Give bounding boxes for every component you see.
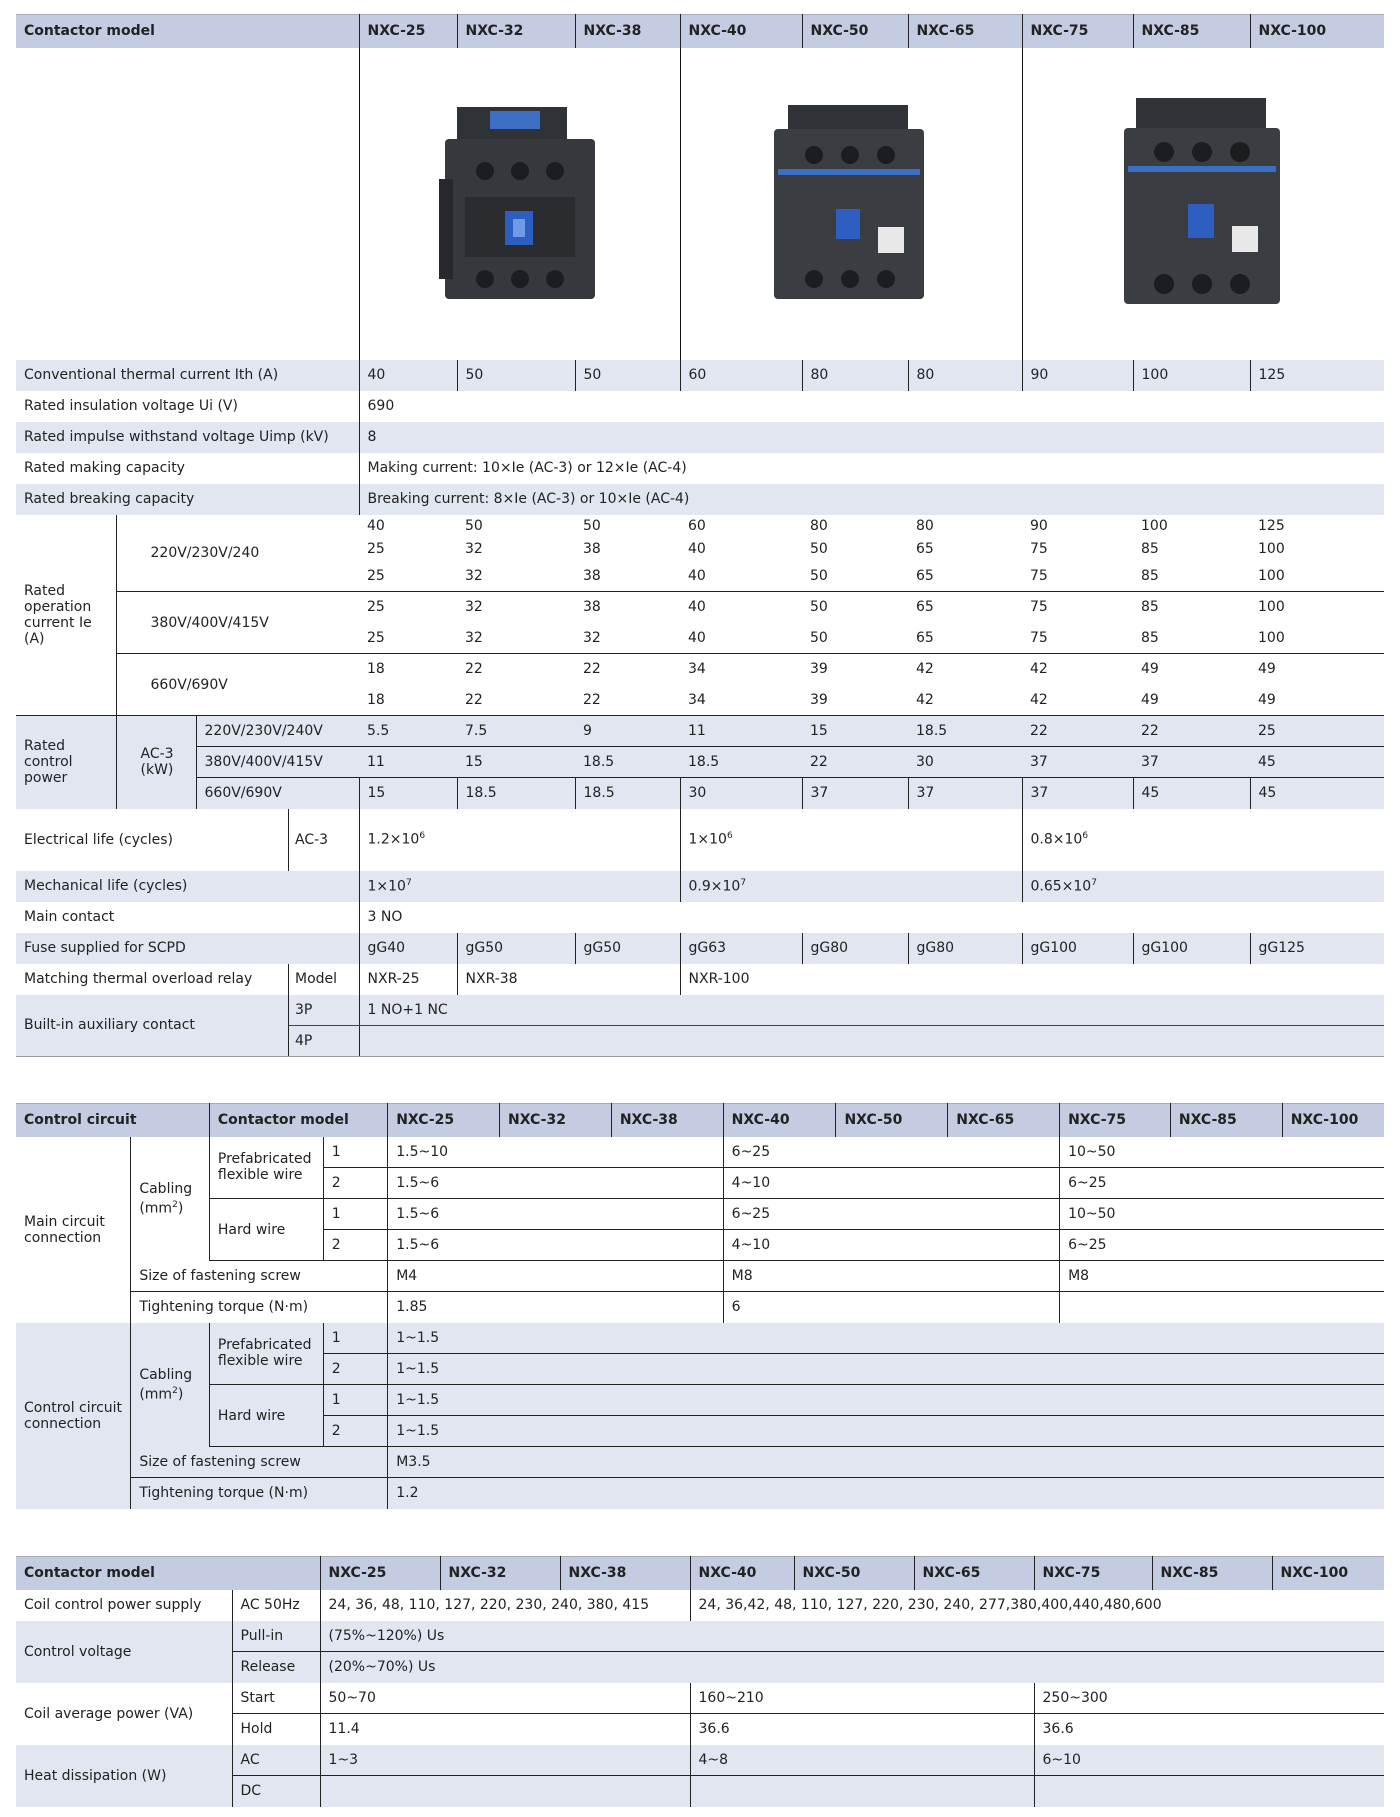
cell: gG80 xyxy=(908,933,1022,964)
cell: 85 xyxy=(1141,541,1159,557)
cell: 38 xyxy=(575,561,680,592)
model-header: NXC-100 xyxy=(1250,15,1384,48)
cell: 6~25 xyxy=(723,1199,1059,1230)
cell: 24, 36, 48, 110, 127, 220, 230, 240, 380, 415 xyxy=(320,1590,690,1621)
row-label: Control voltage xyxy=(24,1643,132,1660)
cell: 75 xyxy=(1022,623,1133,654)
ctrl-prefab-1-row xyxy=(16,1323,1384,1354)
ctrl-hard-1-row xyxy=(16,1385,1384,1416)
image-row xyxy=(16,48,1384,360)
voltage-label: 220V/230V/240 xyxy=(116,515,359,592)
row-label: Tightening torque (N·m) xyxy=(131,1292,388,1323)
cell: 100 xyxy=(1250,623,1384,654)
cell: 22 xyxy=(465,661,483,678)
num: 2 xyxy=(323,1230,387,1261)
cell: 45 xyxy=(1133,778,1250,809)
cell: 38 xyxy=(583,541,601,557)
cell: M4 xyxy=(388,1261,723,1292)
header-row xyxy=(16,1557,1384,1590)
cell: 36.6 xyxy=(1034,1714,1384,1745)
sub-label: AC 50Hz xyxy=(232,1590,320,1621)
r220-ac1-row xyxy=(16,515,1384,538)
cell: 690 xyxy=(359,391,1384,422)
cell: 42 xyxy=(916,661,934,678)
cell: 22 xyxy=(1022,716,1133,747)
cell: 90 xyxy=(1030,518,1048,534)
cell: 6~25 xyxy=(1060,1168,1384,1199)
cell: 100 xyxy=(1141,518,1168,534)
elec-ac-label: AC-3 xyxy=(288,809,328,871)
row-label: Main contact xyxy=(24,909,115,925)
cell xyxy=(1034,1776,1384,1807)
cell xyxy=(320,1776,690,1807)
cell: 49 xyxy=(1258,661,1276,678)
cell: 25 xyxy=(359,561,457,592)
num: 2 xyxy=(323,1354,387,1385)
row-label: Rated impulse withstand voltage Uimp (kV) xyxy=(24,429,329,445)
contactor-product-icon xyxy=(766,99,936,309)
cell: 7.5 xyxy=(457,716,575,747)
main-contact-row xyxy=(16,902,1384,933)
control-circuit-header: Control circuit xyxy=(16,1104,209,1137)
cell: 1.2 xyxy=(388,1478,1384,1509)
model-header: NXC-25 xyxy=(320,1557,440,1590)
cell: 1.85 xyxy=(388,1292,723,1323)
cell: 100 xyxy=(1258,599,1285,616)
cell: 250~300 xyxy=(1034,1683,1384,1714)
model-header: NXC-25 xyxy=(388,1104,500,1137)
main-screw-row xyxy=(16,1261,1384,1292)
breaking-row xyxy=(16,484,1384,515)
r660-ac3-row xyxy=(16,654,1384,685)
cell: 25 xyxy=(367,599,385,616)
cell: $0.9\times 10^7$ xyxy=(680,871,1022,902)
model-header: NXC-50 xyxy=(836,1104,948,1137)
model-header: NXC-85 xyxy=(1152,1557,1272,1590)
cell: 30 xyxy=(908,747,1022,778)
cell: 25 xyxy=(1250,716,1384,747)
cell: 85 xyxy=(1133,623,1250,654)
row-label: Size of fastening screw xyxy=(131,1447,388,1478)
model-header: NXC-100 xyxy=(1282,1104,1384,1137)
cell: gG50 xyxy=(457,933,575,964)
cell: 65 xyxy=(916,541,934,557)
cell: 80 xyxy=(916,518,934,534)
model-header: NXC-38 xyxy=(575,15,680,48)
cell: 60 xyxy=(688,518,706,534)
cell: $0.8\times 10^6$ xyxy=(1022,809,1384,871)
cell: M8 xyxy=(723,1261,1059,1292)
making-row xyxy=(16,453,1384,484)
impulse-row xyxy=(16,422,1384,453)
cell: 6~25 xyxy=(1060,1230,1384,1261)
cell: 50 xyxy=(810,599,828,616)
cell: 38 xyxy=(583,599,601,616)
row-label: Rated breaking capacity xyxy=(24,491,195,507)
cell: 25 xyxy=(359,623,457,654)
contactor-model-header: Contactor model xyxy=(16,15,359,48)
row-label: Mechanical life (cycles) xyxy=(24,878,188,894)
cell: gG125 xyxy=(1250,933,1384,964)
cell: gG100 xyxy=(1133,933,1250,964)
model-header: NXC-32 xyxy=(440,1557,560,1590)
cell: 42 xyxy=(908,685,1022,716)
model-header: NXC-65 xyxy=(908,15,1022,48)
voltage-label: 220V/230V/240V xyxy=(196,716,359,747)
row-label: Fuse supplied for SCPD xyxy=(24,940,186,956)
cell: 40 xyxy=(688,541,706,557)
main-hard-1-row xyxy=(16,1199,1384,1230)
cell: 37 xyxy=(1022,778,1133,809)
cell: Making current: 10×Ie (AC-3) or 12×Ie (AC-4) xyxy=(359,453,1384,484)
cell: $1.2\times 10^6$ xyxy=(359,809,680,871)
aux-4p-label: 4P xyxy=(288,1026,312,1057)
cell: 90 xyxy=(1022,360,1133,391)
cell: 18.5 xyxy=(575,747,680,778)
cell: 75 xyxy=(1030,541,1048,557)
contactor-image-medium xyxy=(680,48,1022,360)
cell: gG63 xyxy=(680,933,802,964)
row-label: Matching thermal overload relay Model xyxy=(16,964,359,995)
num: 2 xyxy=(323,1416,387,1447)
mechanical-life-row xyxy=(16,871,1384,902)
model-header: NXC-75 xyxy=(1022,15,1133,48)
cell: 32 xyxy=(465,541,483,557)
cell: 37 xyxy=(1022,747,1133,778)
cell: 6~25 xyxy=(723,1137,1059,1168)
prefab-label: Prefabricated flexible wire xyxy=(209,1323,323,1385)
cell: 85 xyxy=(1133,561,1250,592)
aux-3p-row xyxy=(16,995,1384,1026)
cell: 18.5 xyxy=(457,778,575,809)
prefab-label: Prefabricated flexible wire xyxy=(209,1137,323,1199)
cell: 1.5~10 xyxy=(388,1137,723,1168)
cell: 32 xyxy=(575,623,680,654)
cell: 39 xyxy=(810,661,828,678)
cell: 32 xyxy=(457,561,575,592)
cell: 49 xyxy=(1141,661,1159,678)
cell: 9 xyxy=(575,716,680,747)
contactor-product-icon xyxy=(435,99,605,309)
row-label: Rated control power xyxy=(24,738,73,787)
model-header: NXC-65 xyxy=(914,1557,1034,1590)
cell: 15 xyxy=(802,716,908,747)
cell: 50 xyxy=(583,518,601,534)
sub-label: DC xyxy=(232,1776,320,1807)
cell: 50 xyxy=(802,561,908,592)
cell: 50 xyxy=(465,518,483,534)
cell: 5.5 xyxy=(359,716,457,747)
ctrl-torque-row xyxy=(16,1478,1384,1509)
cell: 100 xyxy=(1258,541,1285,557)
cell: $0.65\times 10^7$ xyxy=(1022,871,1384,902)
num: 1 xyxy=(323,1137,387,1168)
rcp-sub-label: AC-3 (kW) xyxy=(116,716,196,809)
cell: 39 xyxy=(802,685,908,716)
cell: 4~8 xyxy=(690,1745,1034,1776)
row-label: Rated insulation voltage Ui (V) xyxy=(24,398,238,414)
cell: 40 xyxy=(688,599,706,616)
model-header: NXC-50 xyxy=(802,15,908,48)
electrical-life-row xyxy=(16,809,1384,871)
num: 1 xyxy=(323,1323,387,1354)
cell: 80 xyxy=(908,360,1022,391)
cell: gG80 xyxy=(802,933,908,964)
p380-row xyxy=(16,747,1384,778)
cell: 30 xyxy=(680,778,802,809)
cell: 6 xyxy=(723,1292,1059,1323)
cell: 100 xyxy=(1133,360,1250,391)
cell: 45 xyxy=(1250,778,1384,809)
cell: 4~10 xyxy=(723,1230,1059,1261)
model-header: NXC-40 xyxy=(723,1104,836,1137)
ctrl-screw-row xyxy=(16,1447,1384,1478)
cell: 18 xyxy=(367,661,385,678)
relay-row xyxy=(16,964,1384,995)
row-label: Built-in auxiliary contact 3P 4P xyxy=(16,995,359,1057)
cell: 8 xyxy=(359,422,1384,453)
cell: gG40 xyxy=(359,933,457,964)
cell xyxy=(359,1026,1384,1057)
cell: 75 xyxy=(1022,561,1133,592)
sub-label: Release xyxy=(232,1652,320,1683)
sub-label: Pull-in xyxy=(232,1621,320,1652)
sub-label: Hold xyxy=(232,1714,320,1745)
cell: 50~70 xyxy=(320,1683,690,1714)
cell: 15 xyxy=(359,778,457,809)
model-header: NXC-25 xyxy=(359,15,457,48)
hard-wire-label: Hard wire xyxy=(209,1385,323,1447)
contactor-image-large xyxy=(1022,48,1384,360)
model-header: NXC-38 xyxy=(560,1557,690,1590)
cell: NXR-38 xyxy=(457,964,680,995)
cell: $1\times 10^6$ xyxy=(680,809,1022,871)
contactor-image-small xyxy=(359,48,680,360)
cell: 40 xyxy=(680,561,802,592)
cell: M3.5 xyxy=(388,1447,1384,1478)
cell: 160~210 xyxy=(690,1683,1034,1714)
model-header: NXC-100 xyxy=(1272,1557,1384,1590)
r380-ac3-row xyxy=(16,592,1384,623)
cell: 34 xyxy=(688,661,706,678)
voltage-label: 660V/690V xyxy=(116,654,359,716)
cell: 1~1.5 xyxy=(388,1323,1384,1354)
cell: Breaking current: 8×Ie (AC-3) or 10×Ie (AC-4) xyxy=(359,484,1384,515)
cell: gG100 xyxy=(1022,933,1133,964)
cell: 18.5 xyxy=(575,778,680,809)
cell: 1~1.5 xyxy=(388,1416,1384,1447)
cell: 80 xyxy=(802,360,908,391)
row-label: Conventional thermal current Ith (A) xyxy=(24,367,279,383)
header-row xyxy=(16,15,1384,48)
sub-label: AC xyxy=(232,1745,320,1776)
cell: 4~10 xyxy=(723,1168,1059,1199)
cell: 36.6 xyxy=(690,1714,1034,1745)
cabling-label: Cabling $(mm^2)$ xyxy=(131,1137,210,1261)
cell: 42 xyxy=(1030,661,1048,678)
coil-supply-row xyxy=(16,1590,1384,1621)
cell: 50 xyxy=(802,623,908,654)
p220-row xyxy=(16,716,1384,747)
model-header: NXC-32 xyxy=(500,1104,612,1137)
row-label: Rated making capacity xyxy=(24,460,185,476)
cell: 80 xyxy=(810,518,828,534)
row-label: Main circuit connection xyxy=(24,1213,105,1246)
cell: 18.5 xyxy=(908,716,1022,747)
cell: 22 xyxy=(575,685,680,716)
cell: 24, 36,42, 48, 110, 127, 220, 230, 240, 277,380,400,440,480,600 xyxy=(690,1590,1384,1621)
hard-wire-label: Hard wire xyxy=(209,1199,323,1261)
row-label: Heat dissipation (W) xyxy=(24,1767,167,1784)
model-header: NXC-85 xyxy=(1170,1104,1282,1137)
cell: 40 xyxy=(359,360,457,391)
cell: M8 xyxy=(1060,1261,1384,1292)
row-label: Size of fastening screw xyxy=(131,1261,388,1292)
cell: 100 xyxy=(1250,561,1384,592)
cell: $1\times 10^7$ xyxy=(359,871,680,902)
cell: 49 xyxy=(1133,685,1250,716)
start-row xyxy=(16,1683,1384,1714)
cell: 1~3 xyxy=(320,1745,690,1776)
model-header: NXC-40 xyxy=(680,15,802,48)
row-label: Coil control power supply xyxy=(24,1597,202,1613)
heat-ac-row xyxy=(16,1745,1384,1776)
cell: 3 NO xyxy=(359,902,1384,933)
aux-3p-label: 3P xyxy=(288,995,359,1026)
cell: 50 xyxy=(810,541,828,557)
num: 1 xyxy=(323,1385,387,1416)
cell: 37 xyxy=(1133,747,1250,778)
cell: 1.5~6 xyxy=(388,1230,723,1261)
cell: 40 xyxy=(680,623,802,654)
cell: 45 xyxy=(1250,747,1384,778)
cell: 22 xyxy=(457,685,575,716)
cell: 65 xyxy=(916,599,934,616)
cell: 65 xyxy=(908,623,1022,654)
num: 1 xyxy=(323,1199,387,1230)
insulation-row xyxy=(16,391,1384,422)
cell: 50 xyxy=(575,360,680,391)
cell: gG50 xyxy=(575,933,680,964)
fuse-row xyxy=(16,933,1384,964)
main-torque-row xyxy=(16,1292,1384,1323)
coil-table xyxy=(16,1556,1384,1807)
cell: 11 xyxy=(359,747,457,778)
cell: 65 xyxy=(908,561,1022,592)
cell: 60 xyxy=(680,360,802,391)
cell: 1~1.5 xyxy=(388,1354,1384,1385)
cell: 18.5 xyxy=(680,747,802,778)
cell: NXR-25 xyxy=(359,964,457,995)
model-header: NXC-38 xyxy=(611,1104,723,1137)
contactor-model-header: Contactor model xyxy=(209,1104,387,1137)
specifications-table xyxy=(16,14,1384,1057)
cell: 49 xyxy=(1250,685,1384,716)
header-row xyxy=(16,1104,1384,1137)
cell: 37 xyxy=(802,778,908,809)
model-header: NXC-75 xyxy=(1060,1104,1171,1137)
cell: (75%~120%) Us xyxy=(320,1621,1384,1652)
cell: 85 xyxy=(1141,599,1159,616)
cell: 37 xyxy=(908,778,1022,809)
contactor-model-header: Contactor model xyxy=(16,1557,320,1590)
relay-model-label: Model xyxy=(288,964,337,995)
cell: 6~10 xyxy=(1034,1745,1384,1776)
cell: 11.4 xyxy=(320,1714,690,1745)
row-label: Tightening torque (N·m) xyxy=(131,1478,388,1509)
voltage-label: 380V/400V/415V xyxy=(196,747,359,778)
row-label: Control circuit connection xyxy=(24,1399,123,1432)
cell: 125 xyxy=(1258,518,1285,534)
cell: 22 xyxy=(583,661,601,678)
control-circuit-table xyxy=(16,1103,1384,1509)
cell: 50 xyxy=(457,360,575,391)
thermal-current-row xyxy=(16,360,1384,391)
cell: 32 xyxy=(457,623,575,654)
cell: 11 xyxy=(680,716,802,747)
cell: 40 xyxy=(367,518,385,534)
cell: NXR-100 xyxy=(680,964,1384,995)
cell: 1.5~6 xyxy=(388,1199,723,1230)
cell: 15 xyxy=(457,747,575,778)
num: 2 xyxy=(323,1168,387,1199)
model-header: NXC-85 xyxy=(1133,15,1250,48)
cell: (20%~70%) Us xyxy=(320,1652,1384,1683)
cell xyxy=(690,1776,1034,1807)
contactor-product-icon xyxy=(1118,94,1288,314)
cell: 18 xyxy=(359,685,457,716)
row-label: Coil average power (VA) xyxy=(24,1705,194,1722)
cell: 34 xyxy=(680,685,802,716)
model-header: NXC-75 xyxy=(1034,1557,1152,1590)
sub-label: Start xyxy=(232,1683,320,1714)
model-header: NXC-40 xyxy=(690,1557,794,1590)
voltage-label: 380V/400V/415V xyxy=(116,592,359,654)
cell: 1~1.5 xyxy=(388,1385,1384,1416)
cell: 1 NO+1 NC xyxy=(359,995,1384,1026)
row-label: Electrical life (cycles) AC-3 xyxy=(16,809,359,871)
cell: 1.5~6 xyxy=(388,1168,723,1199)
cell: 10~50 xyxy=(1060,1137,1384,1168)
cell xyxy=(1060,1292,1384,1323)
row-label: Rated operation current Ie (A) xyxy=(16,515,116,716)
cabling-label: Cabling $(mm^2)$ xyxy=(131,1323,210,1447)
cell: 75 xyxy=(1030,599,1048,616)
pullin-row xyxy=(16,1621,1384,1652)
cell: 32 xyxy=(465,599,483,616)
p660-row xyxy=(16,778,1384,809)
model-header: NXC-65 xyxy=(948,1104,1060,1137)
cell: 42 xyxy=(1022,685,1133,716)
model-header: NXC-50 xyxy=(794,1557,914,1590)
cell: 25 xyxy=(367,541,385,557)
cell: 125 xyxy=(1250,360,1384,391)
cell: 22 xyxy=(802,747,908,778)
model-header: NXC-32 xyxy=(457,15,575,48)
main-prefab-1-row xyxy=(16,1137,1384,1168)
cell: 10~50 xyxy=(1060,1199,1384,1230)
cell: 22 xyxy=(1133,716,1250,747)
voltage-label: 660V/690V xyxy=(196,778,359,809)
